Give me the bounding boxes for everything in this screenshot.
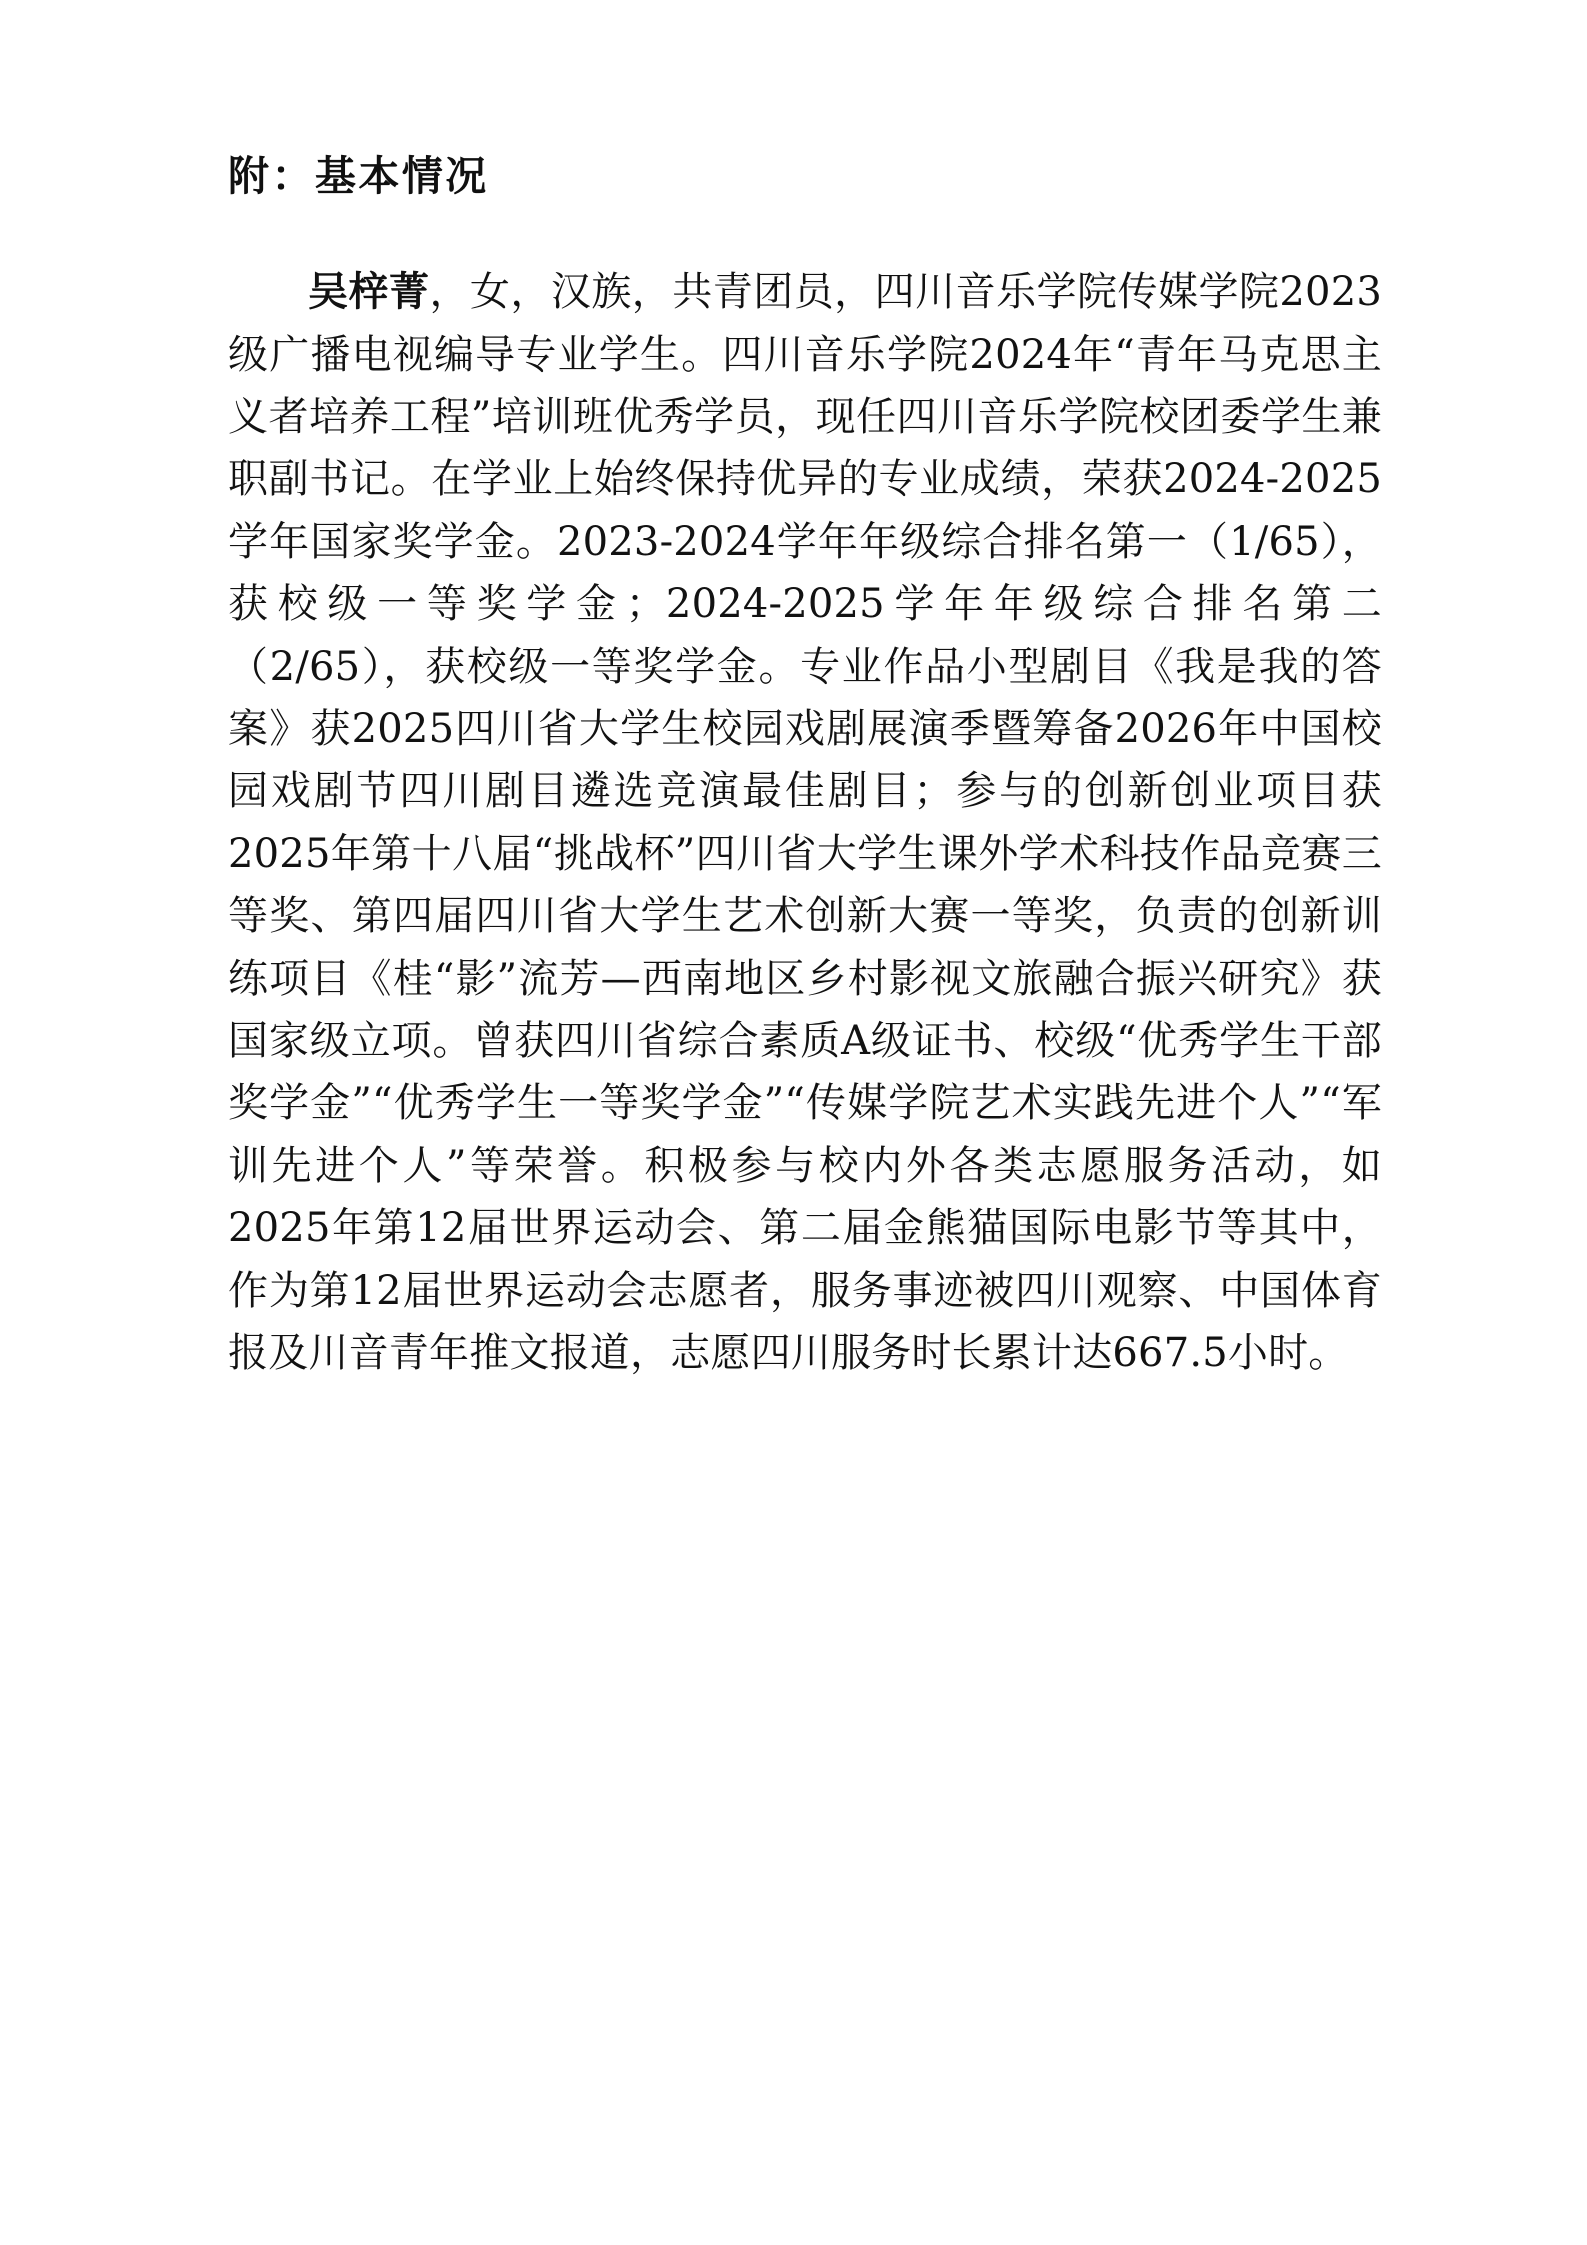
page-title: 附：基本情况 <box>228 152 489 200</box>
person-name: 吴梓菁 <box>308 268 430 316</box>
body-paragraph-text: ，女，汉族，共青团员，四川音乐学院传媒学院2023级广播电视编导专业学生。四川音乐学院2024年“青年马克思主义者培养工程”培训班优秀学员，现任四川音乐学院校团委学生兼职副书记。在学业上始终保持优异的专业成绩，荣获2024-2025学年国家奖学金。2023-2024学年年级综合排名第一（1/65），获校级一等奖学金；2024-2025学年年级综合排名第二（2/65），获校级一等奖学金。专业作品小型剧目《我是我的答案》获2025四川省大学生校园戏剧展演季暨筹备2026年中国校园戏剧节四川剧目遴选竞演最佳剧目；参与的创新创业项目获2025年第十八届“挑战杯”四川省大学生课外学术科技作品竞赛三等奖、第四届四川省大学生艺术创新大赛一等奖，负责的创新训练项目《桂“影”流芳—西南地区乡村影视文旅融合振兴研究》获国家级立项。曾获四川省综合素质A级证书、校级“优秀学生干部奖学金”“优秀学生一等奖学金”“传媒学院艺术实践先进个人”“军训先进个人”等荣誉。积极参与校内外各类志愿服务活动，如2025年第12届世界运动会、第二届金熊猫国际电影节等其中，作为第12届世界运动会志愿者，服务事迹被四川观察、中国体育报及川音青年推文报道，志愿四川服务时长累计达667.5小时。 <box>228 269 1383 1376</box>
body-paragraph <box>228 261 1382 1384</box>
